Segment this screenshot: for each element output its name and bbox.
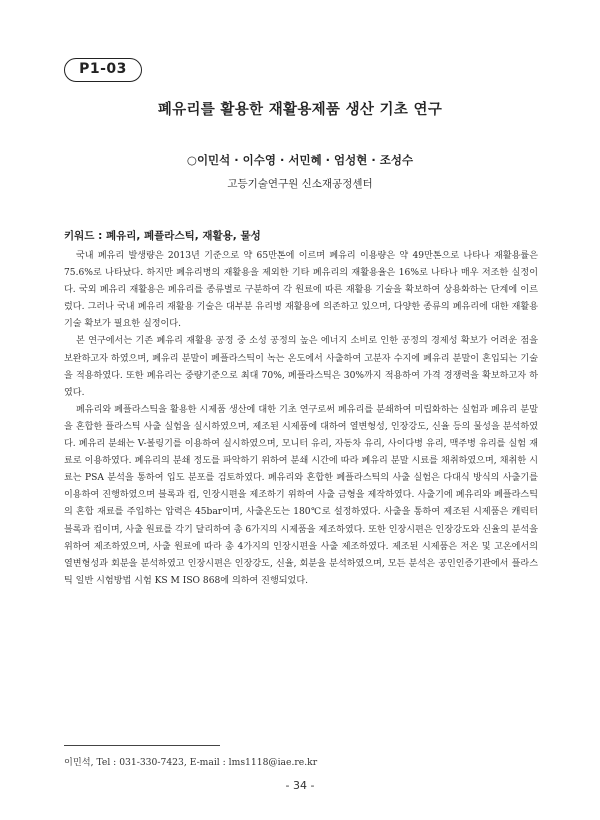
- author-list: ○이민석 · 이수영 · 서민혜 · 엄성현 · 조성수: [186, 153, 414, 167]
- paragraph-1: 국내 폐유리 발생량은 2013년 기준으로 약 65만톤에 이르며 폐유리 이용량은 약 49만톤으로 나타나 재활용률은 75.6%로 나타났다. 하지만 폐유리병의 재활용을 제외한 기타 폐유리의 재활용율은 16%로 나타나 매우 저조한 실정이다. 국외 폐유리 재활용은 폐유리를 종류별로 구분하여 각 원료에 따른 재활용 기술을 확보하여 상용화하는 단계에 이르렀다. 그러나 국내 폐유리 재활용 기술은 대부분 유리병 재활용에 의존하고 있으며, 다양한 종류의 폐유리에 대한 재활용 기술 확보가 필요한 실정이다.: [64, 251, 538, 330]
- keywords: 키워드 : 폐유리, 폐플라스틱, 재활용, 물성: [64, 230, 261, 242]
- footnote-contact: 이민석, Tel : 031-330-7423, E-mail : lms1118@iae.re.kr: [64, 757, 318, 768]
- paragraph-2: 본 연구에서는 기존 폐유리 재활용 공정 중 소성 공정의 높은 에너지 소비로 인한 공정의 경제성 확보가 어려운 점을 보완하고자 하였으며, 폐유리 분말이 폐플라스틱이 녹는 온도에서 사출하여 고분자 수지에 폐유리 분말이 혼입되는 기술을 적용하였다. 또한 폐유리는 중량기준으로 최대 70%, 폐플라스틱은 30%까지 적용하여 가격 경쟁력을 확보하고자 하였다.: [64, 336, 538, 398]
- paper-title: 폐유리를 활용한 재활용제품 생산 기초 연구: [157, 102, 443, 118]
- page-number: - 34 -: [285, 779, 315, 792]
- affiliation: 고등기술연구원 신소재공정센터: [227, 178, 373, 190]
- abstract-body: [64, 248, 538, 590]
- paragraph-3: 폐유리와 폐플라스틱을 활용한 시제품 생산에 대한 기초 연구로써 폐유리를 분쇄하여 미립화하는 실험과 폐유리 분말을 혼합한 플라스틱 사출 실험을 실시하였으며, 제조된 시제품에 대하여 열변형성, 인장강도, 신율 등의 물성을 분석하였다. 폐유리 분쇄는 V-볼링기를 이용하여 실시하였으며, 모니터 유리, 자동차 유리, 사이다병 유리, 맥주병 유리를 실험 재료로 이용하였다. 폐유리의 분쇄 정도를 파악하기 위하여 분쇄 시간에 따라 폐유리 분말 시료를 채취하였으며, 채취한 시료는 PSA 분석을 통하여 입도 분포를 검토하였다. 폐유리와 혼합한 폐플라스틱의 사출 실험은 다대식 방식의 사출기를 이용하여 진행하였으며 블록과 컵, 인장시편을 제조하기 위하여 사출 금형을 제작하였다. 사출기에 폐유리와 폐플라스틱의 혼합 재료를 주입하는 압력은 45bar이며, 사출온도는 180℃로 설정하였다. 사출을 통하여 제조된 시제품은 캐릭터 블록과 컵이며, 사출 원료를 각기 달리하여 총 6가지의 시제품을 제조하였다. 또한 인장시편은 인장강도와 신율의 분석을 위하여 제조하였으며, 사출 원료에 따라 총 4가지의 인장시편을 사출 제조하였다. 제조된 시제품은 저온 및 고온에서의 열변형성과 회분을 분석하였고 인장시편은 인장강도, 신율, 회분을 분석하였으며, 모든 분석은 공인인증기관에서 플라스틱 일반 시험방법 시험 KS M ISO 868에 의하여 진행되었다.: [64, 404, 538, 586]
- footnote-divider: [64, 745, 220, 746]
- poster-id-badge: P1-03: [64, 58, 142, 82]
